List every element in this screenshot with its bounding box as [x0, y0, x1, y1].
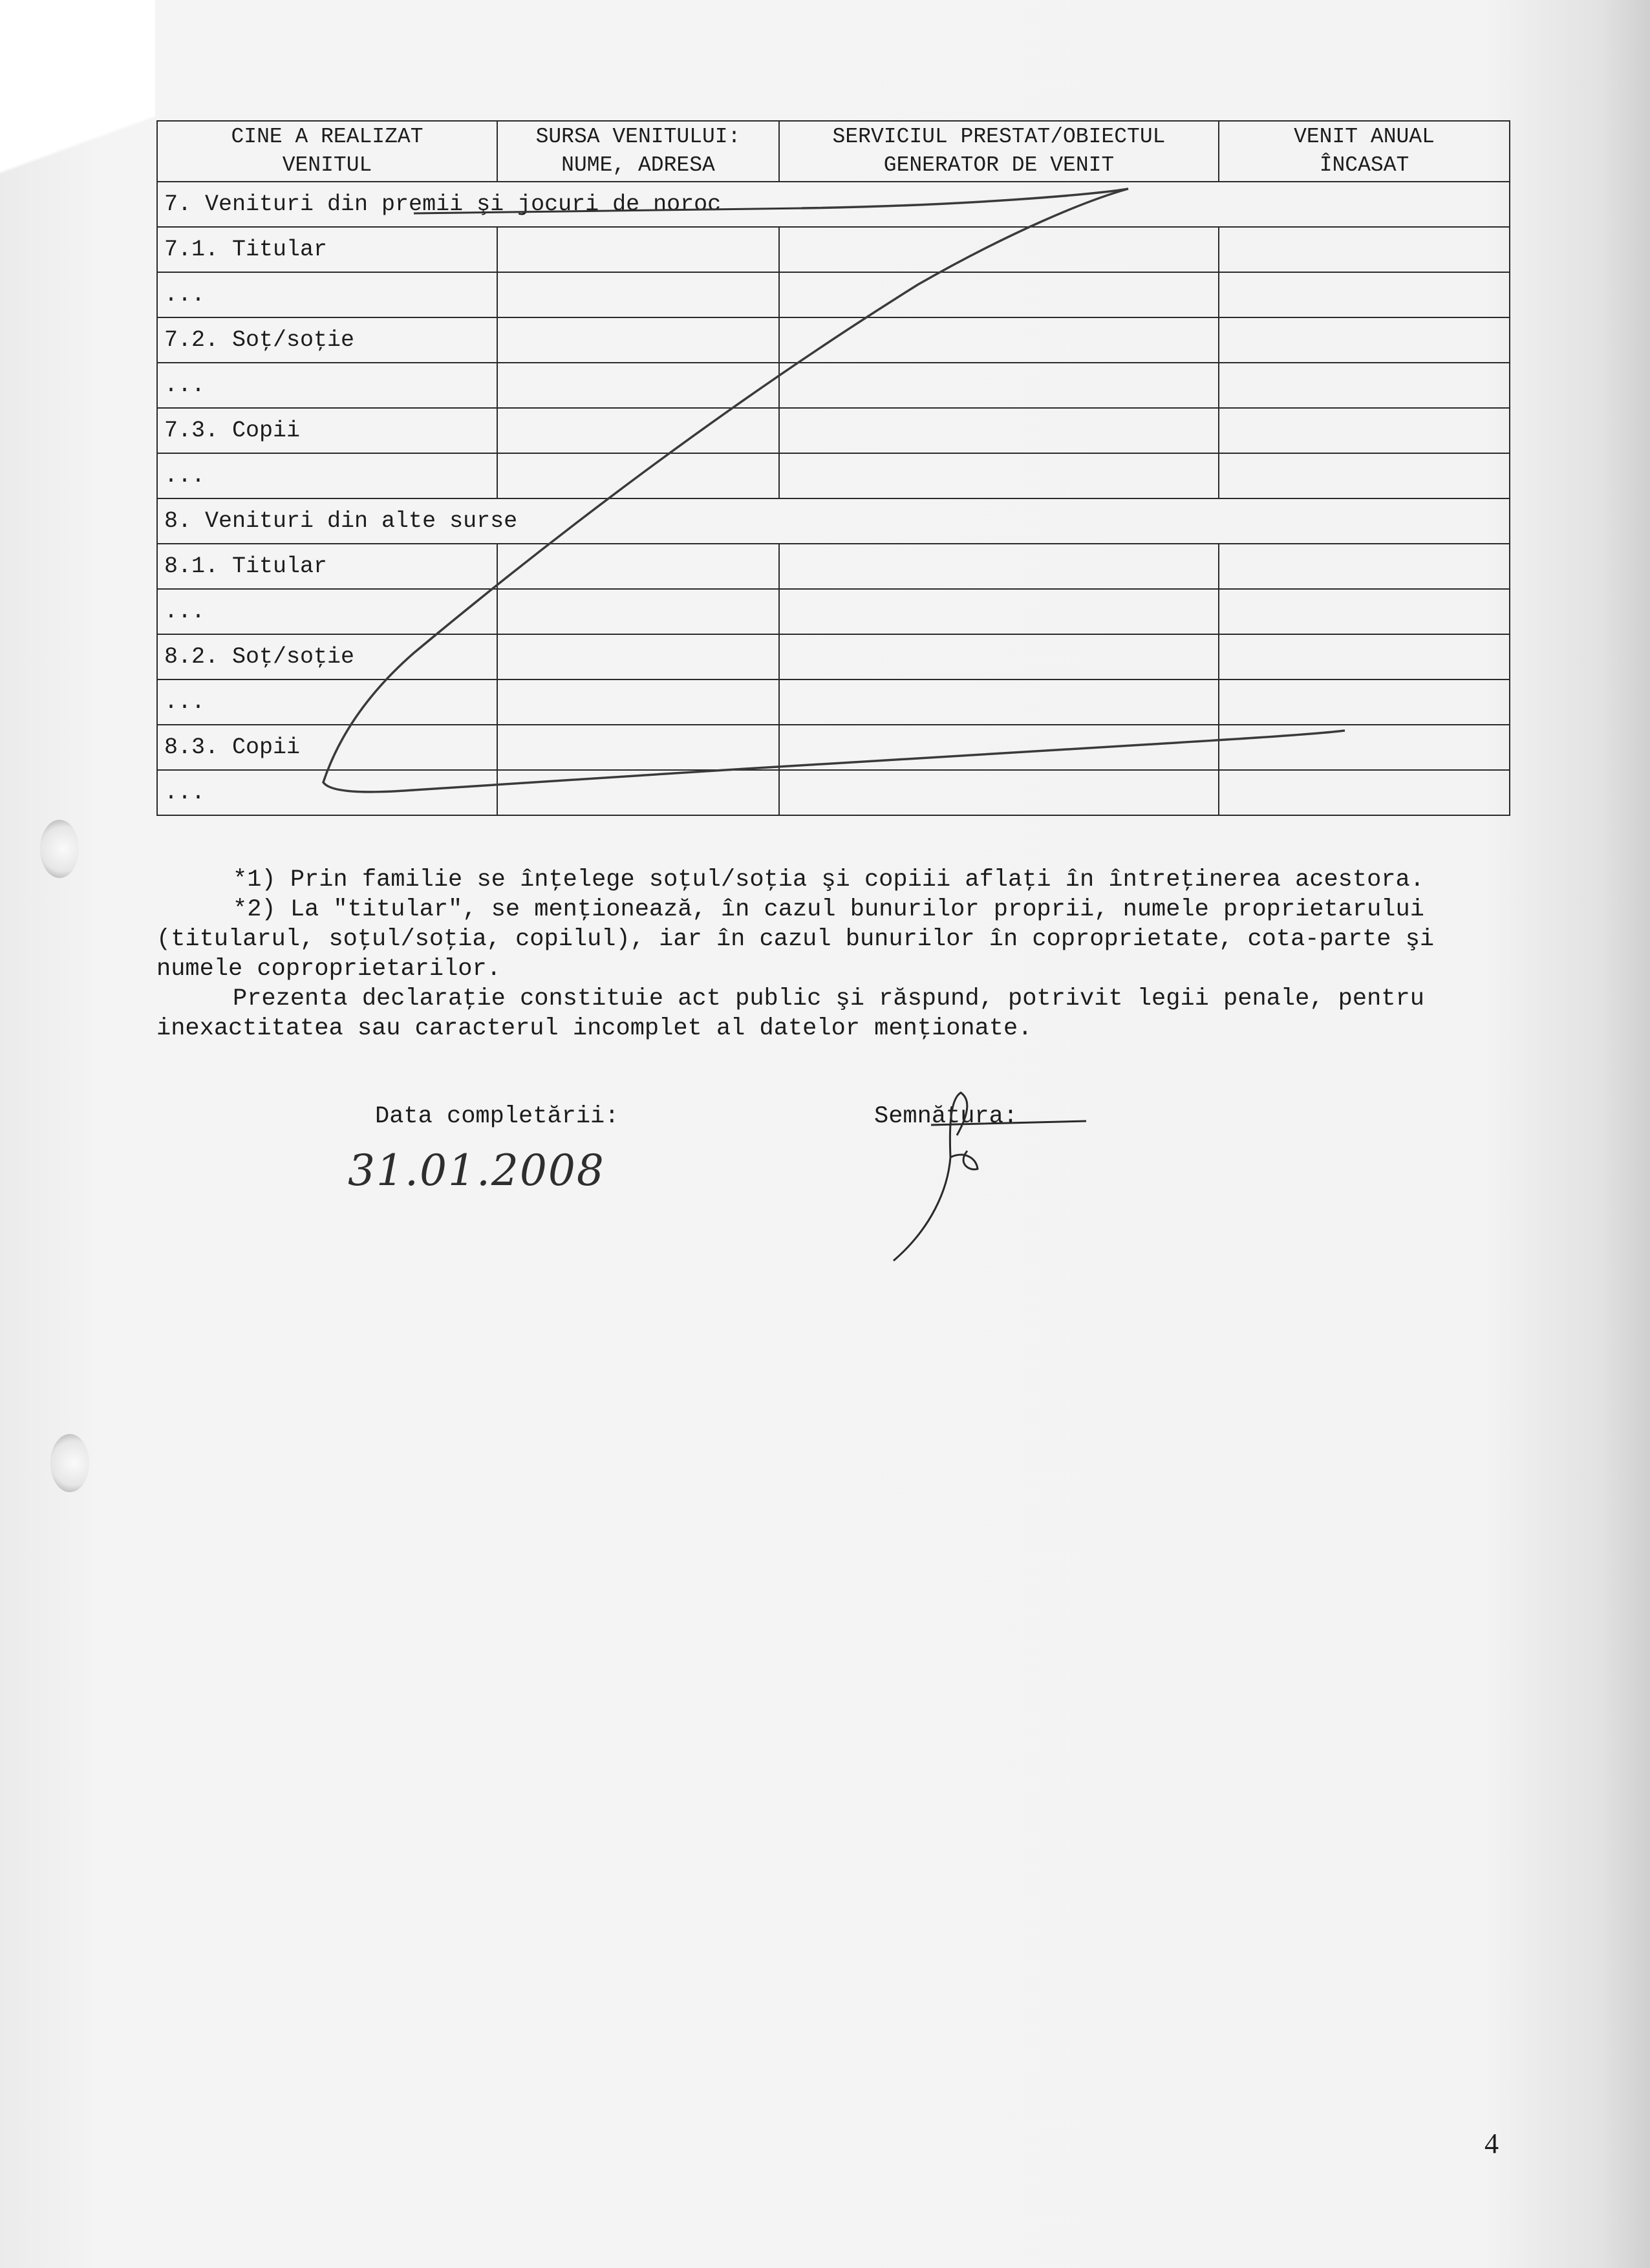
row-label: ... [157, 589, 497, 634]
header-service-text: SERVICIUL PRESTAT/OBIECTUL GENERATOR DE VENIT [832, 125, 1166, 177]
row-label: 7.2. Soţ/soţie [157, 317, 497, 363]
row-label: ... [157, 453, 497, 498]
section-8-title: 8. Venituri din alte surse [157, 498, 1510, 544]
row-label: 7.3. Copii [157, 408, 497, 453]
cancellation-stroke [323, 189, 1345, 792]
header-source-text: SURSA VENITULUI: NUME, ADRESA [535, 125, 741, 177]
strike-through-line [414, 208, 805, 213]
signature-label: Semnătura: [874, 1103, 1018, 1130]
footnote-1: *1) Prin familie se înţelege soţul/soţia şi copiii aflaţi în întreţinerea acestora. [233, 866, 1424, 893]
row-label: 8.2. Soţ/soţie [157, 634, 497, 679]
footnote-2: *2) La "titular", se menţionează, în cazul bunurilor proprii, numele proprietarului (titularul, soţul/soţia, copilul), iar în cazul bunurilor în coproprietate, cota-parte şi numele coproprietarilor. [156, 896, 1435, 983]
row-label: ... [157, 272, 497, 317]
header-annual-income-text: VENIT ANUAL ÎNCASAT [1294, 125, 1435, 177]
declaration-statement: Prezenta declaraţie constituie act public şi răspund, potrivit legii penale, pentru inexactitatea sau caracterul incomplet al datelor menţionate. [156, 985, 1424, 1042]
row-label: 7.1. Titular [157, 227, 497, 272]
row-label: ... [157, 770, 497, 815]
handwritten-date: 31.01.2008 [348, 1146, 605, 1195]
row-label: ... [157, 679, 497, 725]
signature-scribble [894, 1093, 1086, 1261]
header-who-text: CINE A REALIZAT VENITUL [231, 125, 423, 177]
row-label: 8.3. Copii [157, 725, 497, 770]
row-label: 8.1. Titular [157, 544, 497, 589]
row-label: ... [157, 363, 497, 408]
section-7-title: 7. Venituri din premii şi jocuri de noroc [157, 182, 1510, 227]
page-number: 4 [1484, 2128, 1499, 2159]
date-label: Data completării: [375, 1103, 619, 1130]
